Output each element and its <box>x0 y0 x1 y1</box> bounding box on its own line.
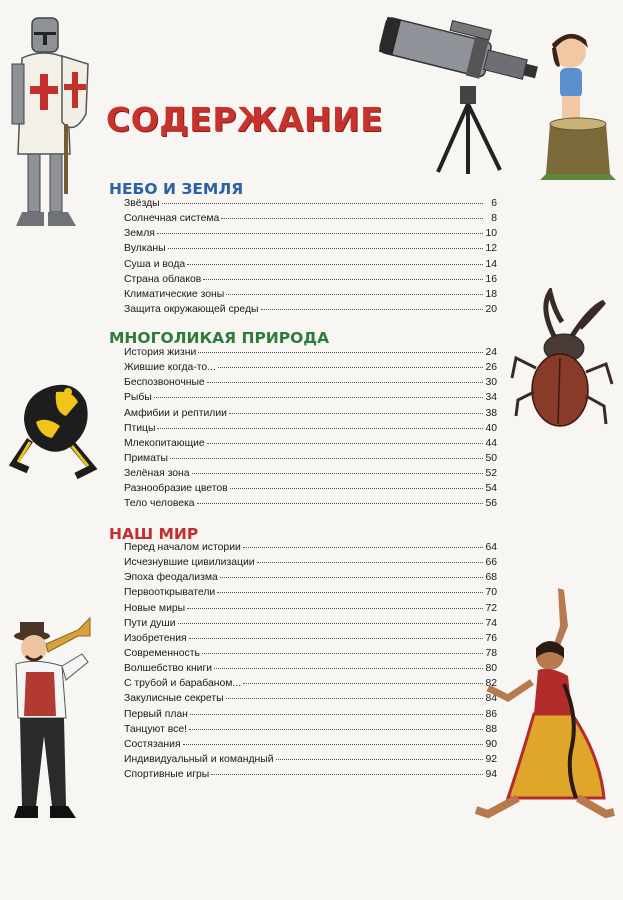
toc-item[interactable] <box>124 438 497 453</box>
toc-item[interactable] <box>124 724 497 739</box>
toc-item-page: 14 <box>485 258 497 270</box>
dot-leader <box>154 397 483 398</box>
toc-item-label: Млекопитающие <box>124 437 205 449</box>
toc-item-label: Страна облаков <box>124 273 202 285</box>
toc-item[interactable] <box>124 377 497 392</box>
toc-item-label: Тело человека <box>124 498 195 510</box>
toc-item-label: Климатические зоны <box>124 288 225 300</box>
toc-list-diverse-nature <box>124 347 497 514</box>
toc-item[interactable] <box>124 498 497 513</box>
knight-illustration <box>4 14 94 232</box>
section-title-our-world: НАШ МИР <box>109 525 199 543</box>
toc-item-page: 40 <box>485 422 497 434</box>
toc-item-label: Пути души <box>124 617 176 629</box>
section-title-diverse-nature: МНОГОЛИКАЯ ПРИРОДА <box>109 329 330 347</box>
toc-item-page: 64 <box>485 542 497 553</box>
toc-item-page: 34 <box>485 392 497 404</box>
toc-item-page: 44 <box>485 437 497 449</box>
trumpet-player-illustration <box>6 606 102 838</box>
toc-item[interactable] <box>124 678 497 693</box>
toc-list-sky-and-earth <box>124 198 497 319</box>
toc-item[interactable] <box>124 754 497 769</box>
toc-item-page: 94 <box>485 769 497 781</box>
toc-item-label: Спортивные игры <box>124 769 210 781</box>
toc-item[interactable] <box>124 213 497 228</box>
toc-item[interactable] <box>124 483 497 498</box>
toc-item[interactable] <box>124 392 497 407</box>
toc-item[interactable] <box>124 663 497 678</box>
toc-item-label: Волшебство книги <box>124 663 213 675</box>
dot-leader <box>187 608 483 609</box>
toc-item-page: 76 <box>485 632 497 644</box>
toc-item[interactable] <box>124 423 497 438</box>
dot-leader <box>221 218 483 219</box>
dot-leader <box>243 547 483 548</box>
toc-item-label: Танцуют все! <box>124 723 188 735</box>
toc-item[interactable] <box>124 693 497 708</box>
dot-leader <box>202 653 483 654</box>
toc-item-page: 82 <box>485 678 497 690</box>
toc-item-page: 80 <box>485 663 497 675</box>
toc-item-label: С трубой и барабаном... <box>124 678 242 690</box>
toc-item-label: Амфибии и рептилии <box>124 407 227 419</box>
toc-item-label: Перед началом истории <box>124 542 241 553</box>
toc-item-page: 26 <box>485 362 497 374</box>
toc-item-page: 20 <box>485 303 497 315</box>
page-title: СОДЕРЖАНИЕ <box>106 100 384 139</box>
toc-item-page: 86 <box>485 708 497 720</box>
toc-item-label: Разнообразие цветов <box>124 483 228 495</box>
dot-leader <box>261 309 484 310</box>
toc-item-page: 68 <box>485 572 497 584</box>
toc-item[interactable] <box>124 557 497 572</box>
toc-item-label: История жизни <box>124 347 197 358</box>
toc-item-page: 66 <box>485 557 497 569</box>
indian-dancer-illustration <box>468 586 618 826</box>
toc-item-page: 50 <box>485 452 497 464</box>
toc-item-label: Суша и вода <box>124 258 186 270</box>
dot-leader <box>226 698 483 699</box>
toc-item-page: 92 <box>485 753 497 765</box>
dot-leader <box>230 488 483 489</box>
toc-item-page: 70 <box>485 587 497 599</box>
dot-leader <box>162 203 483 204</box>
dot-leader <box>207 443 483 444</box>
toc-item[interactable] <box>124 468 497 483</box>
toc-item[interactable] <box>124 769 497 784</box>
toc-item-page: 12 <box>485 243 497 255</box>
toc-item-page: 78 <box>485 647 497 659</box>
toc-item-page: 74 <box>485 617 497 629</box>
toc-item-page: 38 <box>485 407 497 419</box>
toc-item-label: Закулисные секреты <box>124 693 224 705</box>
dot-leader <box>178 623 483 624</box>
toc-item-label: Изобретения <box>124 632 187 644</box>
toc-item[interactable] <box>124 603 497 618</box>
dot-leader <box>207 382 483 383</box>
dot-leader <box>170 458 483 459</box>
dot-leader <box>192 473 483 474</box>
toc-item-label: Индивидуальный и командный <box>124 753 274 765</box>
dot-leader <box>157 233 483 234</box>
dot-leader <box>217 592 483 593</box>
dot-leader <box>198 352 483 353</box>
toc-item-label: Эпоха феодализма <box>124 572 218 584</box>
dot-leader <box>157 428 483 429</box>
toc-item-label: Звёзды <box>124 198 160 209</box>
dot-leader <box>203 279 483 280</box>
toc-item-label: Первооткрыватели <box>124 587 216 599</box>
toc-item-page: 16 <box>485 273 497 285</box>
toc-item-page: 84 <box>485 693 497 705</box>
toc-item-label: Защита окружающей среды <box>124 303 259 315</box>
poison-frog-illustration <box>6 376 98 486</box>
toc-item-page: 88 <box>485 723 497 735</box>
toc-item-label: Приматы <box>124 452 168 464</box>
toc-item[interactable] <box>124 618 497 633</box>
dot-leader <box>187 264 483 265</box>
toc-item[interactable] <box>124 362 497 377</box>
toc-item-label: Современность <box>124 647 200 659</box>
toc-item-page: 72 <box>485 602 497 614</box>
toc-item-label: Рыбы <box>124 392 152 404</box>
toc-item-label: Исчезнувшие цивилизации <box>124 557 255 569</box>
toc-item[interactable] <box>124 542 497 557</box>
toc-item[interactable] <box>124 709 497 724</box>
toc-item-label: Земля <box>124 228 155 240</box>
toc-item-page: 24 <box>485 347 497 358</box>
toc-item-label: Новые миры <box>124 602 186 614</box>
toc-item-page: 6 <box>491 198 497 209</box>
toc-item-page: 8 <box>491 213 497 225</box>
dot-leader <box>168 248 483 249</box>
toc-item-page: 18 <box>485 288 497 300</box>
dot-leader <box>229 413 483 414</box>
dot-leader <box>218 367 483 368</box>
toc-list-our-world <box>124 542 497 784</box>
dot-leader <box>214 668 483 669</box>
toc-item[interactable] <box>124 408 497 423</box>
toc-item-label: Жившие когда-то... <box>124 362 216 374</box>
toc-item[interactable] <box>124 243 497 258</box>
dot-leader <box>190 714 483 715</box>
toc-item[interactable] <box>124 453 497 468</box>
toc-item[interactable] <box>124 198 497 213</box>
section-title-sky-and-earth: НЕБО И ЗЕМЛЯ <box>109 180 244 198</box>
toc-item[interactable] <box>124 304 497 319</box>
toc-item-page: 54 <box>485 483 497 495</box>
dot-leader <box>226 294 483 295</box>
toc-item[interactable] <box>124 572 497 587</box>
dot-leader <box>243 683 483 684</box>
dot-leader <box>183 744 483 745</box>
toc-item-label: Солнечная система <box>124 213 220 225</box>
girl-on-stump-illustration <box>540 30 616 180</box>
toc-item[interactable] <box>124 347 497 362</box>
toc-item[interactable] <box>124 739 497 754</box>
toc-item[interactable] <box>124 274 497 289</box>
dot-leader <box>220 577 483 578</box>
toc-item-page: 30 <box>485 377 497 389</box>
toc-item-page: 90 <box>485 738 497 750</box>
toc-item[interactable] <box>124 228 497 243</box>
toc-item[interactable] <box>124 648 497 663</box>
dot-leader <box>189 638 483 639</box>
dot-leader <box>197 503 483 504</box>
toc-item-page: 10 <box>485 228 497 240</box>
telescope-illustration <box>374 16 550 176</box>
toc-item-label: Первый план <box>124 708 188 720</box>
toc-item[interactable] <box>124 633 497 648</box>
toc-item[interactable] <box>124 289 497 304</box>
toc-item-label: Вулканы <box>124 243 166 255</box>
stag-beetle-illustration <box>510 288 616 438</box>
dot-leader <box>189 729 483 730</box>
dot-leader <box>257 562 483 563</box>
toc-item-page: 56 <box>485 498 497 510</box>
dot-leader <box>276 759 483 760</box>
toc-item-label: Беспозвоночные <box>124 377 205 389</box>
toc-item-label: Состязания <box>124 738 181 750</box>
toc-item-label: Зелёная зона <box>124 468 190 480</box>
dot-leader <box>211 774 483 775</box>
toc-item-label: Птицы <box>124 422 156 434</box>
toc-item[interactable] <box>124 587 497 602</box>
toc-item-page: 52 <box>485 468 497 480</box>
toc-item[interactable] <box>124 259 497 274</box>
